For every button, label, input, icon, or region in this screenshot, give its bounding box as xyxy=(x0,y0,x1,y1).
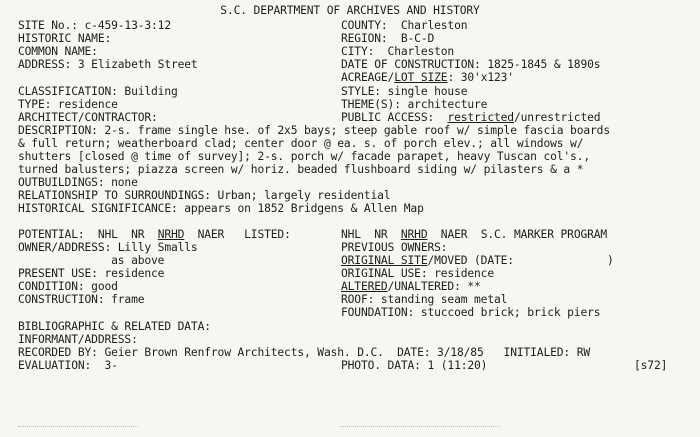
description-line: shutters [closed @ time of survey]; 2-s. porch w/ facade parapet, heavy Tuscan col's., xyxy=(18,150,591,163)
roof: ROOF: standing seam metal xyxy=(341,293,508,306)
potential-nrhd: NRHD xyxy=(157,228,185,241)
bibliographic-data: BIBLIOGRAPHIC & RELATED DATA: xyxy=(18,320,211,333)
condition: CONDITION: good xyxy=(18,280,118,293)
acreage-lot-size xyxy=(341,71,514,84)
type: TYPE: residence xyxy=(18,98,118,111)
foundation: FOUNDATION: stuccoed brick; brick piers xyxy=(341,306,601,319)
listed xyxy=(341,228,607,241)
date-of-construction: DATE OF CONSTRUCTION: 1825-1845 & 1890s xyxy=(341,58,601,71)
listed-nrhd: NRHD xyxy=(400,228,428,241)
moved-date: /MOVED (DATE: ) xyxy=(427,254,614,267)
description-line: & full return; weatherboard clad; center door @ ea. s. of porch elev.; all windows w/ xyxy=(18,137,584,150)
outbuildings: OUTBUILDINGS: none xyxy=(18,176,138,189)
historic-name: HISTORIC NAME: xyxy=(18,32,112,45)
evaluation: EVALUATION: 3- xyxy=(18,359,118,372)
classification: CLASSIFICATION: Building xyxy=(18,85,178,98)
address: ADDRESS: 3 Elizabeth Street xyxy=(18,58,198,71)
public-access-unrestricted: /unrestricted xyxy=(513,111,601,124)
lot-size-value: : 30'x123' xyxy=(447,71,514,84)
construction: CONSTRUCTION: frame xyxy=(18,293,145,306)
present-use: PRESENT USE: residence xyxy=(18,267,165,280)
common-name: COMMON NAME: xyxy=(18,45,98,58)
faint-print-mark xyxy=(340,426,500,433)
original-site xyxy=(341,254,614,267)
photo-data: PHOTO. DATA: 1 (11:20) xyxy=(341,359,488,372)
historical-significance: HISTORICAL SIGNIFICANCE: appears on 1852 Bridgens & Allen Map xyxy=(18,202,424,215)
faint-print-mark xyxy=(18,426,138,433)
informant-address: INFORMANT/ADDRESS: xyxy=(18,333,138,346)
recorded-by: RECORDED BY: Geier Brown Renfrow Architects, Wash. D.C. DATE: 3/18/85 INITIALED: RW xyxy=(18,346,591,359)
city: CITY: Charleston xyxy=(341,45,455,58)
unaltered-label: /UNALTERED: ** xyxy=(387,280,481,293)
description-line: DESCRIPTION: 2-s. frame single hse. of 2x5 bays; steep gable roof w/ simple fascia boards xyxy=(18,124,610,137)
site-number: SITE No.: c-459-13-3:12 xyxy=(18,19,171,32)
style: STYLE: single house xyxy=(341,85,468,98)
owner-address-continued: as above xyxy=(18,254,165,267)
form-title: S.C. DEPARTMENT OF ARCHIVES AND HISTORY xyxy=(220,4,480,17)
public-access-label: PUBLIC ACCESS: xyxy=(341,111,448,124)
previous-owners: PREVIOUS OWNERS: xyxy=(341,241,448,254)
public-access xyxy=(341,111,600,124)
original-site-label: ORIGINAL SITE xyxy=(341,254,428,267)
acreage-label: ACREAGE/ xyxy=(341,71,395,84)
county: COUNTY: Charleston xyxy=(341,19,468,32)
relationship-to-surroundings: RELATIONSHIP TO SURROUNDINGS: Urban; largely residential xyxy=(18,189,391,202)
potential xyxy=(18,228,291,241)
altered xyxy=(341,280,481,293)
original-use: ORIGINAL USE: residence xyxy=(341,267,494,280)
potential-label: POTENTIAL: NHL NR xyxy=(18,228,158,241)
altered-label: ALTERED xyxy=(341,280,388,293)
themes: THEME(S): architecture xyxy=(341,98,488,111)
listed-label: NHL NR xyxy=(341,228,401,241)
potential-listed-label: NAER LISTED: xyxy=(184,228,291,241)
owner-address: OWNER/ADDRESS: Lilly Smalls xyxy=(18,241,198,254)
region: REGION: B-C-D xyxy=(341,32,435,45)
public-access-restricted: restricted xyxy=(447,111,514,124)
listed-marker-program: NAER S.C. MARKER PROGRAM xyxy=(427,228,608,241)
photo-reference: [s72] xyxy=(634,359,668,372)
description-line: turned balusters; piazza screen w/ horiz. beaded flushboard siding w/ pilasters & a * xyxy=(18,163,584,176)
architect-contractor: ARCHITECT/CONTRACTOR: xyxy=(18,111,158,124)
lot-size-label: LOT SIZE xyxy=(394,71,448,84)
